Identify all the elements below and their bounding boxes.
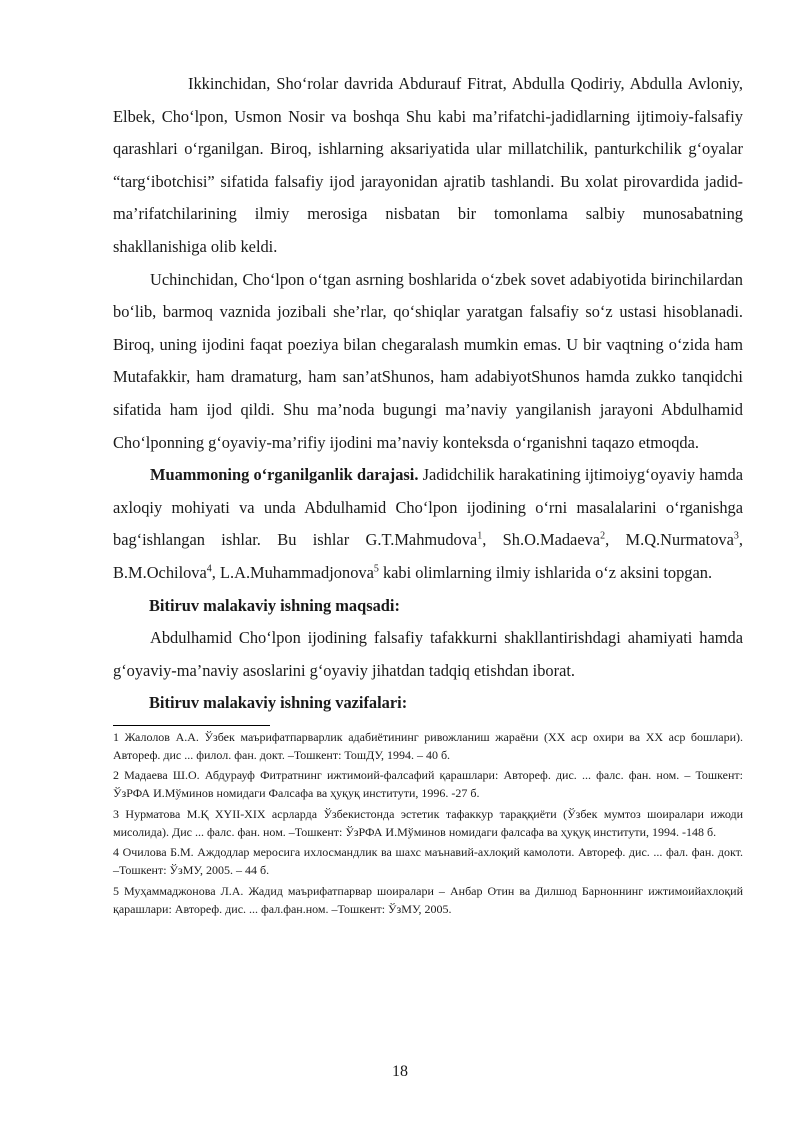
- footnote-ref-5: 5: [373, 563, 379, 575]
- footnote-ref-3: 3: [733, 530, 739, 542]
- footnote-2: 2 Мадаева Ш.О. Абдурауф Фитратнинг ижтимоий-фалсафий қарашлари: Автореф. дис. ... фалс. фан. ном. – Тошкент: ЎзРФА И.Мўминов номидаги Фалсафа ва ҳуқуқ институти, 1996. -27 б.: [113, 768, 743, 801]
- footnote-3: 3 Нурматова М.Қ XYII-XIX асрларда Ўзбекистонда эстетик тафаккур тараққиёти (Ўзбек мумтоз шоиралари ижоди мисолида). Дис ... фалс. фан. ном. –Тошкент: ЎзРФА И.Мўминов номидаги фалсафа ва ҳуқуқ институти, 1994. -148 б.: [113, 806, 743, 839]
- footnote-separator: [113, 725, 270, 726]
- footnote-1: 1 Жалолов А.А. Ўзбек маърифатпарварлик адабиётининг ривожланиш жараёни (XX аср охири ва XX аср бошлари). Автореф. дис ... филол. фан. докт. –Тошкент: ТошДУ, 1994. – 40 б.: [113, 729, 743, 763]
- footnote-ref-4: 4: [206, 563, 212, 575]
- page-number: 18: [392, 1063, 408, 1080]
- page-body: [113, 68, 743, 920]
- paragraph-maqsad: Abdulhamid Cho‘lpon ijodining falsafiy tafakkurni shakllantirishdagi ahamiyati hamda g‘oyaviy-ma’naviy asoslarini g‘oyaviy jihatdan tadqiq etishdan iborat.: [113, 628, 743, 680]
- footnote-5: 5 Муҳаммаджонова Л.А. Жадид маърифатпарвар шоиралари – Анбар Отин ва Дилшод Барноннинг ижтимоийахлоқий қарашлари: Автореф. дис. ... фал.фан.ном. –Тошкент: ЎзМУ, 2005.: [113, 883, 743, 916]
- section-heading-muammo: Muammoning o‘rganilganlik darajasi.: [150, 465, 419, 485]
- muammo-end: kabi olimlarning ilmiy ishlarida o‘z aksini topgan.: [378, 562, 713, 582]
- footnotes: [113, 728, 743, 918]
- author-ochilova: , B.M.Ochilova: [113, 530, 743, 582]
- section-heading-maqsad: Bitiruv malakaviy ishning maqsadi:: [149, 595, 400, 615]
- footnote-ref-2: 2: [600, 530, 606, 542]
- paragraph-ikkinchidan: Ikkinchidan, Sho‘rolar davrida Abdurauf Fitrat, Abdulla Qodiriy, Abdulla Avloniy, Elbek, Cho‘lpon, Usmon Nosir va boshqa Shu kabi ma’rifatchi-jadidlarning ijtimoiy-falsafiy qarashlari o‘rganilgan. Biroq, ishlarning aksariyatida ular millatchilik, panturkchilik g‘oyalar “targ‘ibotchisi” sifatida falsafiy ijod jarayonidan ajratib tashlandi. Bu xolat pirovardida jadid-ma’rifatchilarining ilmiy merosiga nisbatan bir tomonlama salbiy munosabatning shakllanishiga olib keldi.: [113, 74, 743, 256]
- author-muhammadjonova: , L.A.Muhammadjonova: [211, 562, 374, 582]
- muammo-text: Jadidchilik harakatining ijtimoiyg‘oyaviy hamda axloqiy mohiyati va unda Abdulhamid Cho‘lpon ijodining o‘rni masalalarini o‘rganishga bag‘ishlangan ishlar. Bu ishlar G.T.Mahmudova: [113, 465, 743, 550]
- author-madaeva: , Sh.O.Madaeva: [482, 530, 601, 550]
- footnote-4: 4 Очилова Б.М. Аждодлар меросига ихлосмандлик ва шахс маънавий-ахлоқий камолоти. Автореф. дис. ... фал. фан. докт. –Тошкент: ЎзМУ, 2005. – 44 б.: [113, 845, 743, 878]
- paragraph-uchinchidan: Uchinchidan, Cho‘lpon o‘tgan asrning boshlarida o‘zbek sovet adabiyotida birinchilardan bo‘lib, barmoq vaznida jozibali she’rlar, qo‘shiqlar yaratgan falsafiy so‘z ustasi hisoblanadi. Biroq, uning ijodini faqat poeziya bilan chegaralash mumkin emas. U bir vaqtning o‘zida ham Mutafakkir, ham dramaturg, ham san’atShunos, ham adabiyotShunos hamda zukko tanqidchi sifatida ham ijod qildi. Shu ma’noda bugungi ma’naviy yangilanish jarayoni Abdulhamid Cho‘lponning g‘oyaviy-ma’rifiy ijodini ma’naviy konteksda o‘rganishni taqazo etmoqda.: [113, 269, 743, 452]
- author-nurmatova: , M.Q.Nurmatova: [605, 530, 734, 550]
- paragraph-muammo: [113, 459, 743, 589]
- section-heading-vazifalar: Bitiruv malakaviy ishning vazifalari:: [149, 693, 408, 713]
- footnote-ref-1: 1: [477, 530, 483, 542]
